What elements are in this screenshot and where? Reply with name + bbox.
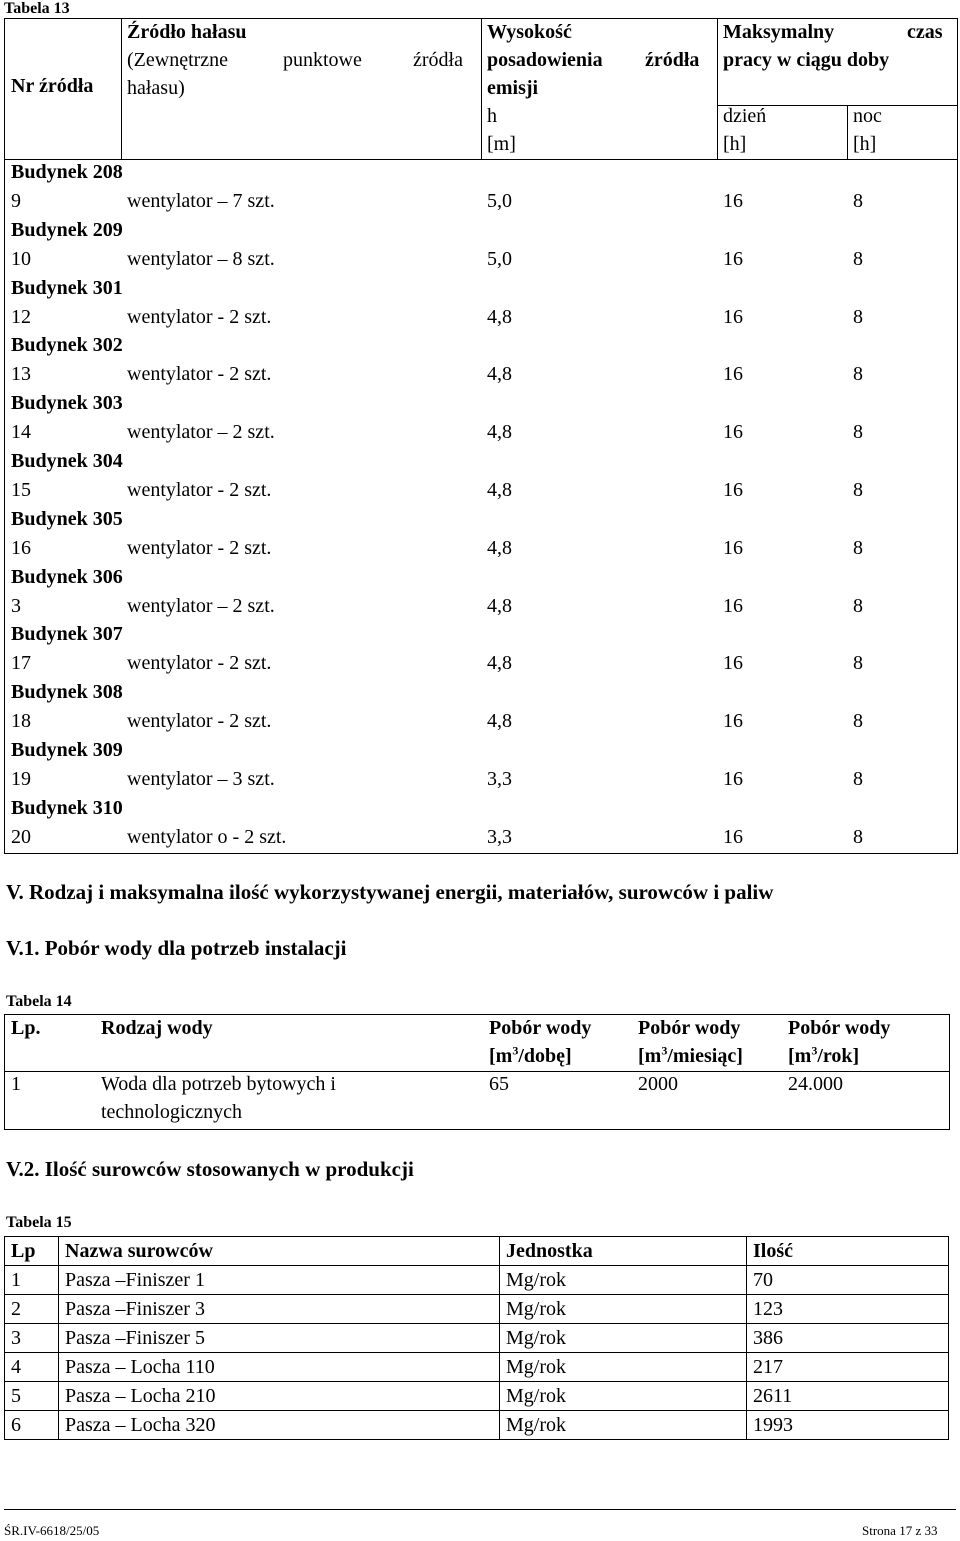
col-nazwa-header: Nazwa surowców	[59, 1237, 500, 1266]
source-height: 5,0	[487, 247, 512, 270]
source-nr: 14	[11, 421, 31, 444]
col-pobor-miesiac-unit: $[m^3/miesiąc]$	[638, 1043, 743, 1067]
cell-lp: 6	[5, 1411, 59, 1440]
tabela-14	[4, 1014, 950, 1130]
source-night-hours: 8	[853, 363, 863, 386]
table-header-row	[5, 1237, 949, 1266]
source-height: 4,8	[487, 305, 512, 328]
table-row	[5, 1353, 949, 1382]
col-noc-unit: [h]	[853, 133, 877, 155]
cell-nazwa: Pasza – Locha 110	[59, 1353, 500, 1382]
source-day-hours: 16	[723, 305, 743, 328]
source-night-hours: 8	[853, 652, 863, 675]
source-name: wentylator – 8 szt.	[127, 247, 275, 270]
source-name: wentylator - 2 szt.	[127, 652, 272, 675]
col-max-header: pracy w ciągu doby	[723, 49, 890, 71]
cell-nazwa: Pasza – Locha 320	[59, 1411, 500, 1440]
cell-jednostka: Mg/rok	[500, 1324, 747, 1353]
col-nr-header: Nr źródła	[11, 75, 94, 97]
row-rodzaj: technologicznych	[101, 1101, 243, 1123]
source-day-hours: 16	[723, 652, 743, 675]
section-v1-heading: V.1. Pobór wody dla potrzeb instalacji	[6, 936, 347, 960]
cell-jednostka: Mg/rok	[500, 1382, 747, 1411]
building-label: Budynek 307	[11, 623, 123, 646]
footer-rule	[4, 1509, 956, 1510]
source-night-hours: 8	[853, 710, 863, 733]
cell-jednostka: Mg/rok	[500, 1266, 747, 1295]
col-wysokosc-unit: [m]	[487, 133, 516, 155]
table-row	[5, 1382, 949, 1411]
source-day-hours: 16	[723, 767, 743, 790]
cell-nazwa: Pasza –Finiszer 1	[59, 1266, 500, 1295]
source-height: 4,8	[487, 421, 512, 444]
footer-doc-id: ŚR.IV-6618/25/05	[4, 1523, 100, 1538]
col-jednostka-header: Jednostka	[500, 1237, 747, 1266]
cell-lp: 2	[5, 1295, 59, 1324]
source-night-hours: 8	[853, 247, 863, 270]
cell-jednostka: Mg/rok	[500, 1411, 747, 1440]
col-zrodlo-sub: hałasu)	[127, 77, 185, 99]
cell-jednostka: Mg/rok	[500, 1295, 747, 1324]
col-dzien-header: dzień	[723, 105, 767, 127]
source-night-hours: 8	[853, 189, 863, 212]
building-label: Budynek 310	[11, 796, 123, 819]
tabela-13-caption: Tabela 13	[4, 0, 70, 17]
source-nr: 18	[11, 710, 31, 733]
col-noc-header: noc	[853, 105, 882, 127]
row-rok: 24.000	[788, 1073, 843, 1095]
table-row	[5, 1411, 949, 1440]
col-pobor-doba-unit: $[m^3/dobę]$	[489, 1043, 572, 1067]
source-night-hours: 8	[853, 421, 863, 444]
col-zrodlo-sub: (Zewnętrzne	[127, 49, 229, 71]
col-zrodlo-sub: źródła	[413, 49, 463, 71]
source-name: wentylator - 2 szt.	[127, 710, 272, 733]
tabela-15-caption: Tabela 15	[6, 1214, 72, 1231]
cell-lp: 3	[5, 1324, 59, 1353]
col-wysokosc-header: posadowienia	[487, 49, 603, 71]
col-zrodlo-sub: punktowe	[283, 49, 362, 71]
building-label: Budynek 302	[11, 334, 123, 357]
source-name: wentylator - 2 szt.	[127, 536, 272, 559]
source-nr: 3	[11, 594, 21, 617]
source-day-hours: 16	[723, 189, 743, 212]
source-night-hours: 8	[853, 478, 863, 501]
source-height: 4,8	[487, 652, 512, 675]
col-pobor-doba-header: Pobór wody	[489, 1017, 592, 1039]
cell-ilosc: 217	[747, 1353, 949, 1382]
col-max-header: Maksymalny	[723, 21, 835, 43]
building-label: Budynek 308	[11, 681, 123, 704]
building-label: Budynek 208	[11, 161, 123, 183]
source-height: 4,8	[487, 478, 512, 501]
source-night-hours: 8	[853, 305, 863, 328]
building-label: Budynek 301	[11, 276, 123, 299]
source-height: 4,8	[487, 363, 512, 386]
col-wysokosc-unit: h	[487, 105, 497, 127]
source-day-hours: 16	[723, 536, 743, 559]
tabela-15	[4, 1236, 949, 1440]
cell-nazwa: Pasza –Finiszer 3	[59, 1295, 500, 1324]
source-height: 4,8	[487, 594, 512, 617]
col-wysokosc-header: Wysokość	[487, 21, 572, 43]
building-label: Budynek 209	[11, 218, 123, 241]
cell-nazwa: Pasza – Locha 210	[59, 1382, 500, 1411]
source-night-hours: 8	[853, 825, 863, 848]
col-wysokosc-header: źródła	[645, 49, 700, 71]
source-nr: 19	[11, 767, 31, 790]
table-row	[5, 1266, 949, 1295]
source-nr: 10	[11, 247, 31, 270]
source-height: 4,8	[487, 710, 512, 733]
col-rodzaj-header: Rodzaj wody	[101, 1017, 213, 1039]
source-name: wentylator - 2 szt.	[127, 305, 272, 328]
source-day-hours: 16	[723, 710, 743, 733]
cell-lp: 1	[5, 1266, 59, 1295]
building-label: Budynek 304	[11, 450, 123, 472]
building-label: Budynek 309	[11, 739, 123, 761]
col-zrodlo-header: Źródło hałasu	[127, 21, 247, 43]
row-miesiac: 2000	[638, 1073, 678, 1095]
col-pobor-miesiac-header: Pobór wody	[638, 1017, 741, 1039]
cell-ilosc: 1993	[747, 1411, 949, 1440]
col-dzien-unit: [h]	[723, 133, 747, 155]
source-height: 4,8	[487, 536, 512, 559]
source-name: wentylator - 2 szt.	[127, 478, 272, 501]
source-height: 5,0	[487, 189, 512, 212]
source-nr: 13	[11, 363, 31, 386]
cell-nazwa: Pasza –Finiszer 5	[59, 1324, 500, 1353]
col-lp-header: Lp	[5, 1237, 59, 1266]
row-rodzaj: Woda dla potrzeb bytowych i	[101, 1073, 336, 1095]
source-day-hours: 16	[723, 247, 743, 270]
source-night-hours: 8	[853, 536, 863, 559]
source-nr: 20	[11, 825, 31, 848]
tabela-13	[4, 18, 958, 854]
tabela-14-caption: Tabela 14	[6, 993, 72, 1010]
source-night-hours: 8	[853, 767, 863, 790]
source-nr: 9	[11, 189, 21, 212]
source-day-hours: 16	[723, 478, 743, 501]
source-height: 3,3	[487, 825, 512, 848]
source-name: wentylator – 7 szt.	[127, 189, 275, 212]
section-v-heading: V. Rodzaj i maksymalna ilość wykorzystywanej energii, materiałów, surowców i paliw	[6, 880, 774, 904]
col-ilosc-header: Ilość	[747, 1237, 949, 1266]
table-row	[5, 1324, 949, 1353]
row-doba: 65	[489, 1073, 509, 1095]
col-lp-header: Lp.	[11, 1017, 41, 1039]
building-label: Budynek 306	[11, 565, 123, 588]
source-name: wentylator o - 2 szt.	[127, 825, 287, 848]
cell-ilosc: 123	[747, 1295, 949, 1324]
cell-lp: 4	[5, 1353, 59, 1382]
cell-ilosc: 2611	[747, 1382, 949, 1411]
source-nr: 16	[11, 536, 31, 559]
source-name: wentylator – 2 szt.	[127, 421, 275, 444]
source-name: wentylator - 2 szt.	[127, 363, 272, 386]
cell-lp: 5	[5, 1382, 59, 1411]
footer-page-number: Strona 17 z 33	[862, 1523, 938, 1538]
source-height: 3,3	[487, 767, 512, 790]
source-day-hours: 16	[723, 594, 743, 617]
col-wysokosc-header: emisji	[487, 77, 539, 99]
row-lp: 1	[11, 1073, 21, 1095]
source-nr: 15	[11, 478, 31, 501]
col-pobor-rok-unit: $[m^3/rok]$	[788, 1043, 860, 1067]
source-nr: 17	[11, 652, 31, 675]
source-nr: 12	[11, 305, 31, 328]
source-day-hours: 16	[723, 825, 743, 848]
building-label: Budynek 303	[11, 392, 123, 415]
source-night-hours: 8	[853, 594, 863, 617]
source-name: wentylator – 3 szt.	[127, 767, 275, 790]
cell-ilosc: 386	[747, 1324, 949, 1353]
source-name: wentylator – 2 szt.	[127, 594, 275, 617]
source-day-hours: 16	[723, 421, 743, 444]
building-label: Budynek 305	[11, 507, 123, 530]
cell-jednostka: Mg/rok	[500, 1353, 747, 1382]
source-day-hours: 16	[723, 363, 743, 386]
cell-ilosc: 70	[747, 1266, 949, 1295]
table-row	[5, 1295, 949, 1324]
col-pobor-rok-header: Pobór wody	[788, 1017, 891, 1039]
section-v2-heading: V.2. Ilość surowców stosowanych w produkcji	[6, 1157, 414, 1181]
col-max-header: czas	[907, 21, 943, 43]
